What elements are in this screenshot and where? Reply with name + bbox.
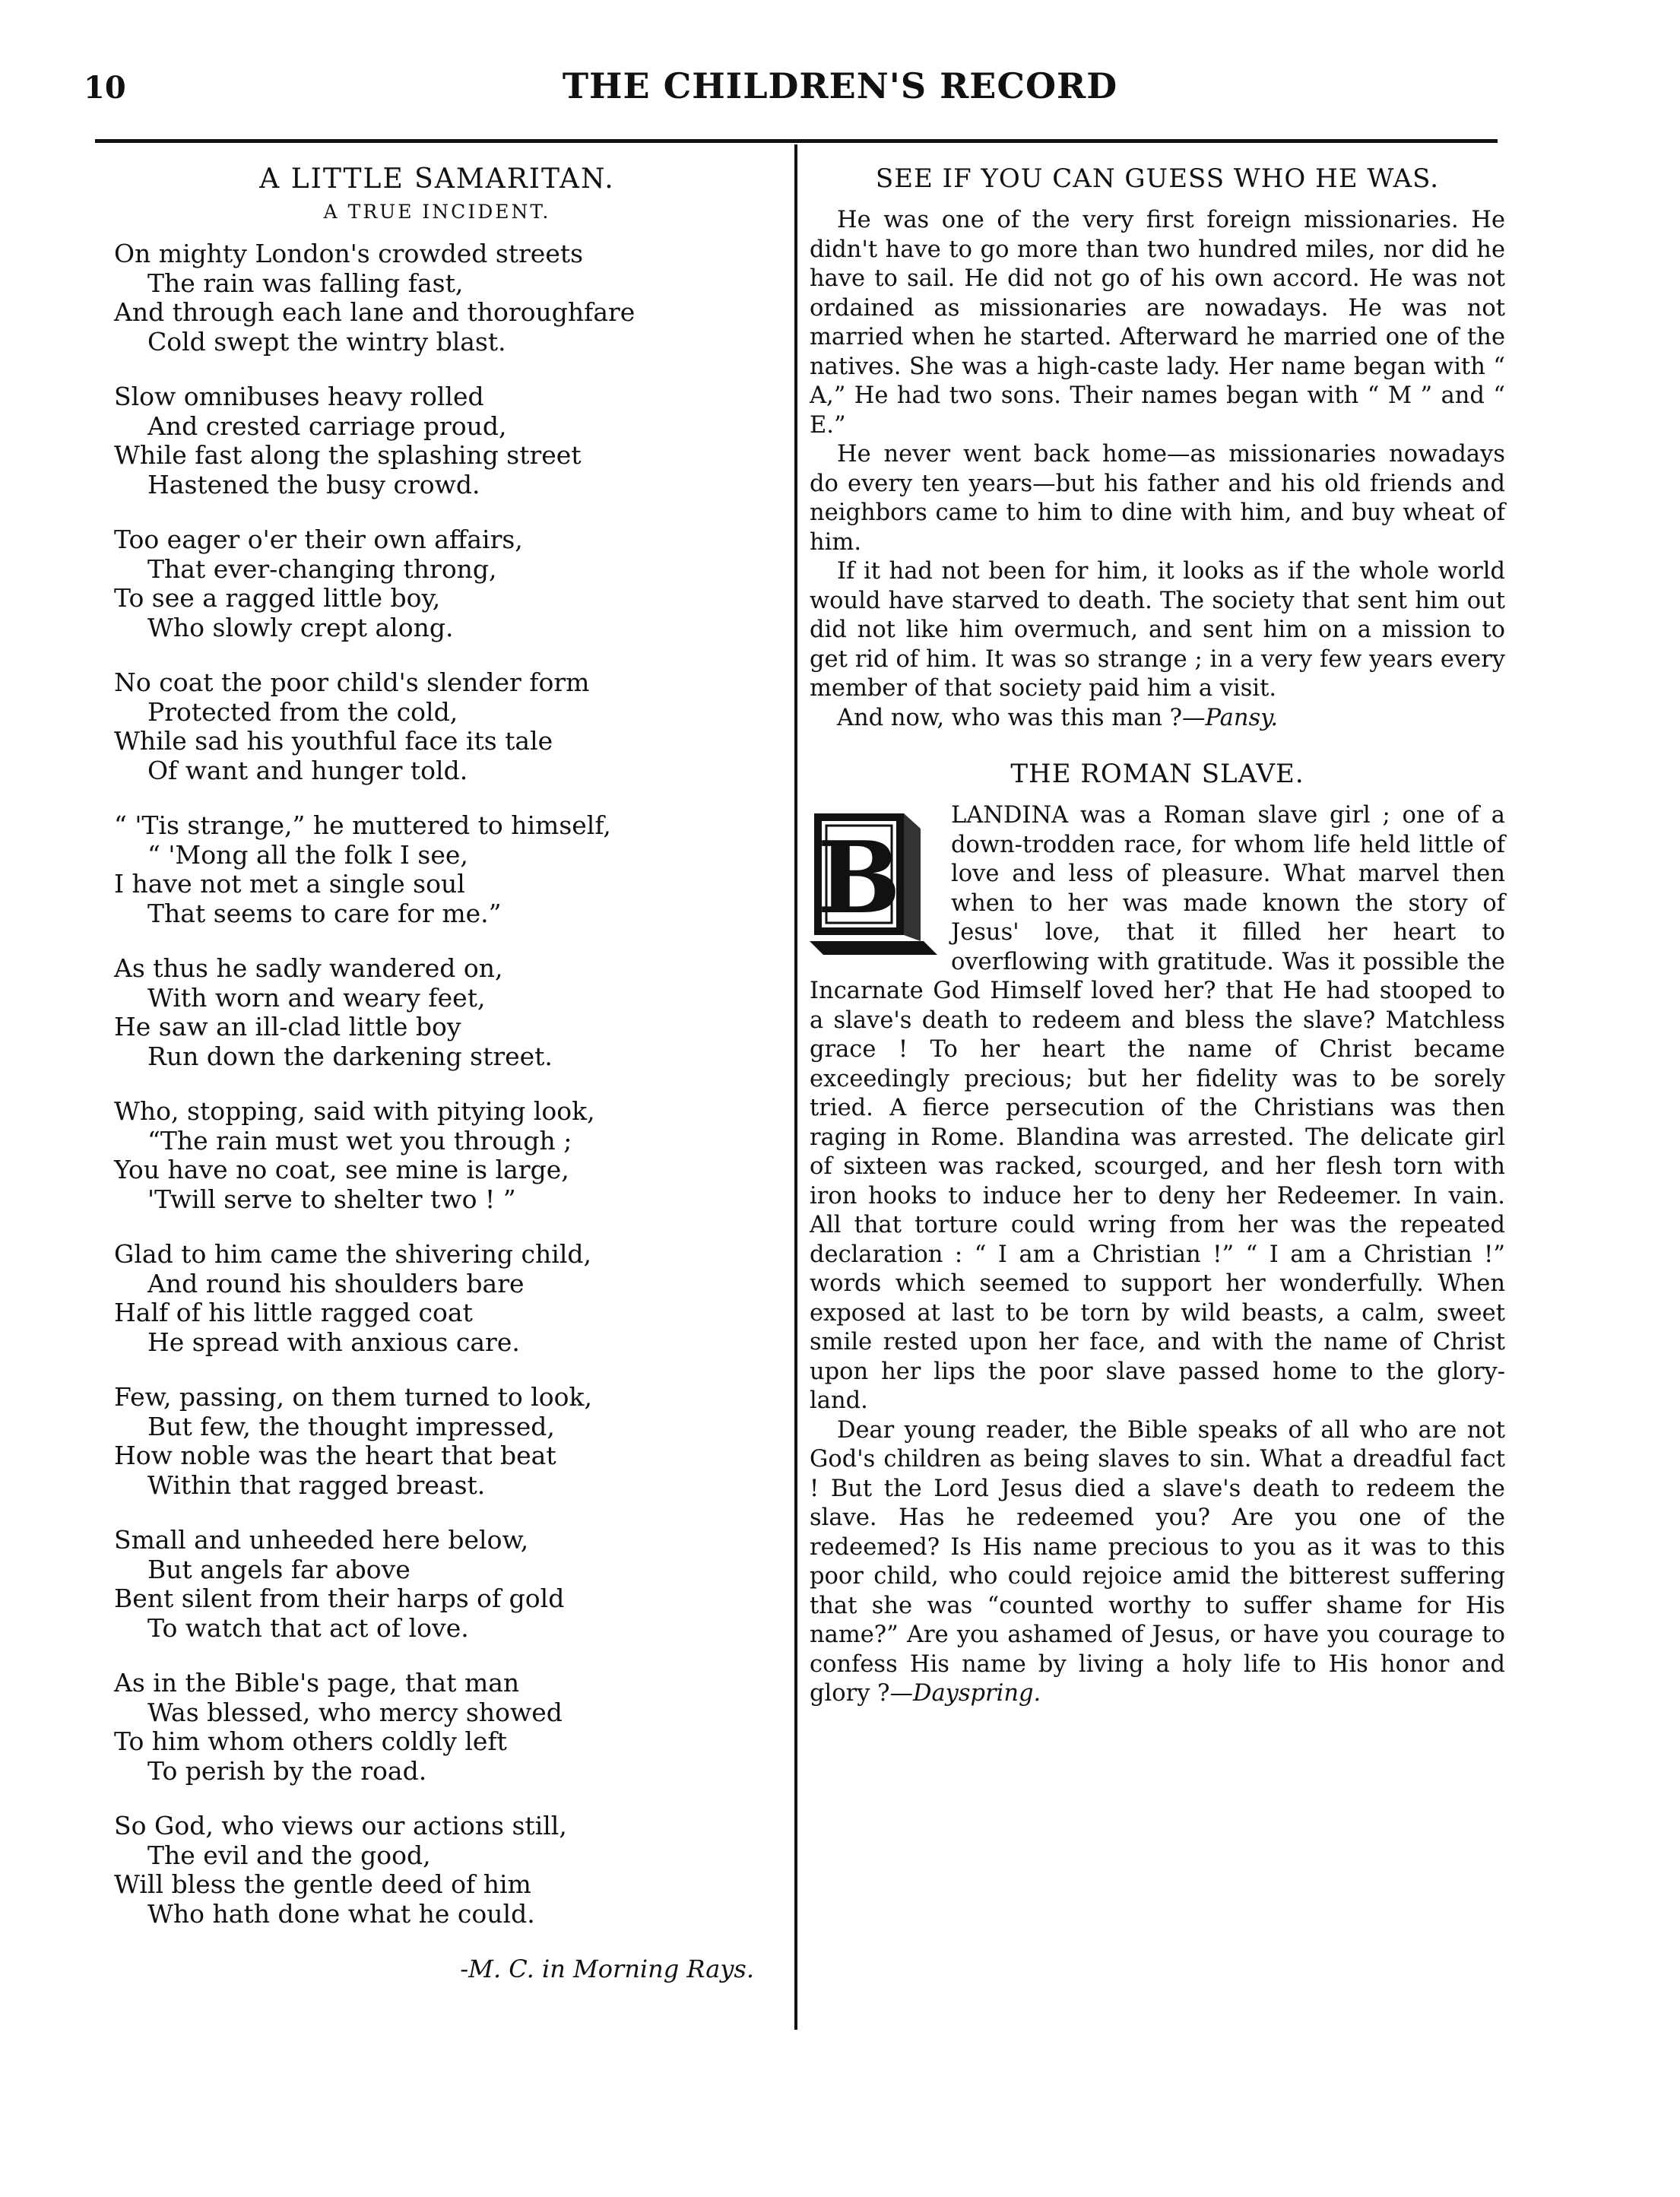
poem-attribution: -M. C. in Morning Rays. (460, 1954, 754, 1983)
poem-stanza (114, 1812, 760, 1929)
poem-line: While fast along the splashing street (114, 440, 582, 470)
guess-paragraph-2: He never went back home—as missionaries nowadays do every ten years—but his father and his old friends and neighbors came to him to dine with him, and buy wheat of him. (810, 441, 1505, 556)
poem-title: A LITTLE SAMARITAN. (259, 163, 615, 195)
poem-line: Hastened the busy crowd. (147, 469, 480, 499)
poem-line: He saw an ill-clad little boy (114, 1012, 461, 1041)
slave-paragraph-2 (810, 1416, 1505, 1709)
poem-line: To see a ragged little boy, (114, 583, 441, 613)
poem-line: Of want and hunger told. (147, 755, 468, 785)
guess-paragraph-1: He was one of the very first foreign missionaries. He didn't have to go more than two hundred miles, nor did he have to sail. He did not go of his own accord. He was not ordained as missionaries are nowadays. He was not married when he started. Afterward he married one of the natives. She was a high-caste lady. Her name began with “ A,” He had two sons. Their names began with “ M ” and “ E.” (810, 207, 1505, 439)
poem-line: How noble was the heart that beat (114, 1441, 556, 1470)
poem-line: So God, who views our actions still, (114, 1811, 567, 1840)
poem-line: I have not met a single soul (114, 869, 465, 899)
poem-line: And through each lane and thoroughfare (114, 297, 636, 327)
header-rule (95, 139, 1498, 143)
poem-line: While sad his youthful face its tale (114, 726, 553, 756)
poem-line: That seems to care for me.” (147, 898, 502, 928)
poem-line: Too eager o'er their own affairs, (114, 525, 523, 554)
poem-line: Who hath done what he could. (147, 1898, 535, 1929)
poem-line: That ever-changing throng, (147, 553, 497, 584)
poem-stanza (114, 811, 760, 928)
drop-cap-letter: B (817, 820, 901, 936)
section-gap (810, 733, 1505, 759)
poem-line: As thus he sadly wandered on, (114, 953, 503, 983)
poem-line: The rain was falling fast, (147, 268, 464, 298)
drop-cap (810, 806, 937, 962)
poem-line: Bent silent from their harps of gold (114, 1584, 565, 1613)
slave-paragraph-2-text: Dear young reader, the Bible speaks of all who are not God's children as being slaves to sin. What a dreadful fact ! But the Lord Jesus died a slave's death to redeem the slave. Has he redeemed you? Are you one of the redeemed? Is His name precious to you as it was to this poor child, who could rejoice amid the bitterest suffering that she was “counted worthy to suffer shame for His name?” Are you ashamed of Jesus, or have you courage to confess His name by living a holy life to His honor and glory ?— (810, 1416, 1505, 1707)
poem-stanza (114, 1097, 760, 1214)
right-column (810, 163, 1505, 1709)
poem-line: Glad to him came the shivering child, (114, 1239, 591, 1269)
guess-closing (810, 704, 1505, 734)
drop-cap-ornament (810, 806, 937, 962)
poem-line: Protected from the cold, (147, 696, 458, 727)
poem-line: “ 'Mong all the folk I see, (147, 839, 468, 870)
poem-line: To him whom others coldly left (114, 1726, 507, 1756)
slave-paragraph-1: LANDINA was a Roman slave girl ; one of a down-trodden race, for whom life held little of love and less of pleasure. What marvel then when to her was made known the story of Jesus' love, that it filled her heart to overflowing with gratitude. Was it possible the Incarnate God Himself loved her? that He had stooped to a slave's death to redeem and bless the slave? Matchless grace ! To her heart the name of Christ became exceedingly precious; but her fidelity was to be sorely tried. A fierce persecution of the Christians was then raging in Rome. Blandina was arrested. The delicate girl of sixteen was racked, scourged, and her flesh torn with iron hooks to induce her to deny her Redeemer. In vain. All that torture could wring from her was the repeated declaration : “ I am a Christian !” “ I am a Christian !” words which seemed to support her wonderfully. When exposed at last to be torn by wild beasts, a calm, sweet smile rested upon her face, and with the name of Christ upon her lips the poor slave passed home to the glory-land. (810, 802, 1505, 1414)
poem-line: To watch that act of love. (147, 1612, 469, 1643)
poem-line: He spread with anxious care. (147, 1327, 520, 1357)
poem-line: Cold swept the wintry blast. (147, 326, 506, 357)
poem-line: Who slowly crept along. (147, 612, 454, 642)
guess-closing-author: Pansy. (1205, 704, 1279, 731)
page-number: 10 (84, 70, 126, 106)
poem-stanza (114, 1669, 760, 1786)
poem-stanza (114, 382, 760, 499)
slave-article-title: THE ROMAN SLAVE. (1010, 759, 1304, 789)
poem-line: With worn and weary feet, (147, 982, 486, 1013)
poem-subtitle: A TRUE INCIDENT. (323, 201, 551, 223)
poem-stanza (114, 1383, 760, 1500)
poem-stanza (114, 954, 760, 1071)
poem-line: The evil and the good, (147, 1840, 431, 1870)
poem-stanza (114, 1240, 760, 1357)
poem-line: Few, passing, on them turned to look, (114, 1382, 593, 1412)
poem-line: Run down the darkening street. (147, 1041, 553, 1071)
column-divider (794, 144, 797, 2030)
poem-stanza (114, 239, 760, 357)
poem-line: Within that ragged breast. (147, 1469, 486, 1500)
poem-line: “ 'Tis strange,” he muttered to himself, (114, 810, 611, 840)
poem-line: “The rain must wet you through ; (147, 1125, 572, 1156)
poem-line: Small and unheeded here below, (114, 1525, 529, 1555)
left-column (114, 163, 760, 1983)
guess-article-title: SEE IF YOU CAN GUESS WHO HE WAS. (875, 163, 1440, 194)
poem-line: As in the Bible's page, that man (114, 1668, 520, 1698)
poem-line: No coat the poor child's slender form (114, 667, 590, 697)
poem-line: And crested carriage proud, (147, 411, 507, 441)
poem-line: On mighty London's crowded streets (114, 239, 584, 268)
poem-stanza (114, 1526, 760, 1643)
poem-stanza (114, 525, 760, 642)
running-title: THE CHILDREN'S RECORD (562, 65, 1118, 106)
poem-line: Will bless the gentle deed of him (114, 1869, 531, 1899)
poem-line: Was blessed, who mercy showed (147, 1697, 563, 1727)
poem-stanza (114, 668, 760, 785)
poem-line: Who, stopping, said with pitying look, (114, 1096, 595, 1126)
poem-line: You have no coat, see mine is large, (114, 1155, 569, 1184)
poem-line: And round his shoulders bare (147, 1268, 525, 1298)
poem-line: But few, the thought impressed, (147, 1411, 555, 1441)
guess-paragraph-3: If it had not been for him, it looks as if the whole world would have starved to death. The society that sent him out did not like him overmuch, and sent him on a mission to get rid of him. It was so strange ; in a very few years every member of that society paid him a visit. (810, 558, 1505, 702)
poem-line: Half of his little ragged coat (114, 1298, 473, 1327)
poem-body (114, 239, 760, 1929)
slave-closing-author: Dayspring. (913, 1680, 1041, 1707)
guess-closing-text: And now, who was this man ?— (837, 704, 1206, 731)
poem-line: But angels far above (147, 1554, 410, 1584)
poem-line: To perish by the road. (147, 1755, 427, 1786)
poem-line: Slow omnibuses heavy rolled (114, 382, 484, 411)
poem-line: 'Twill serve to shelter two ! ” (147, 1184, 516, 1214)
